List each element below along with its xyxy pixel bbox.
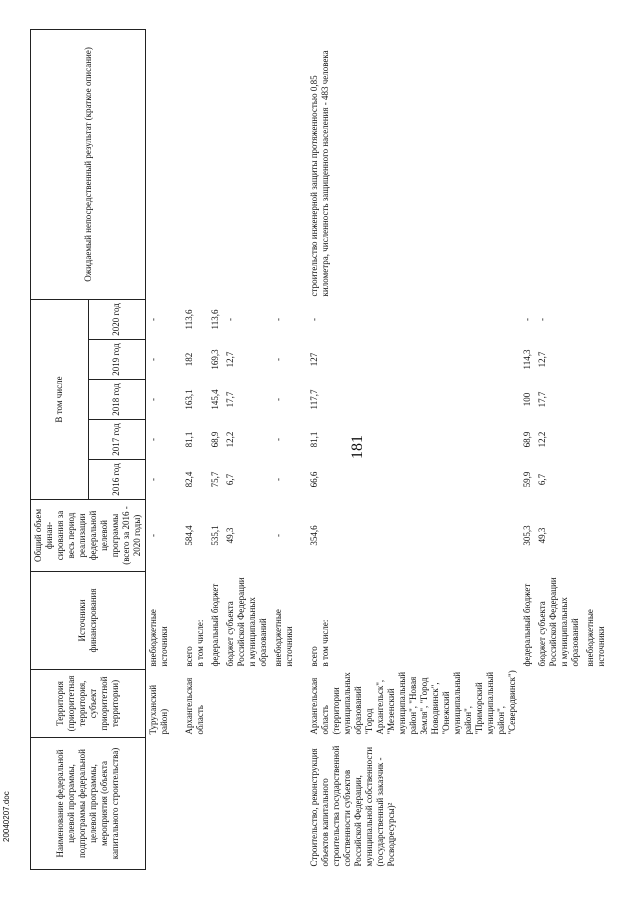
cell-2017 <box>583 420 609 460</box>
cell-source: федеральный бюджет <box>522 583 532 667</box>
row-spacer <box>297 29 307 869</box>
cell-2019: 182 <box>184 352 194 367</box>
cell-total <box>583 500 609 572</box>
cell-total: 354,6 <box>309 525 319 546</box>
cell-2019: 127 <box>309 352 319 367</box>
cell-2019: 12,7 <box>537 351 547 368</box>
cell-source: федеральный бюджет <box>210 583 220 667</box>
cell-2020: - <box>537 317 547 321</box>
cell-name <box>520 738 535 870</box>
cell-2018: - <box>273 398 283 401</box>
cell-name <box>146 738 173 870</box>
cell-2019 <box>583 340 609 380</box>
cell-name <box>208 738 223 870</box>
cell-territory: Туруханский район) <box>148 684 169 735</box>
cell-2016 <box>583 460 609 500</box>
cell-name <box>271 738 297 870</box>
cell-2020: 113,6 <box>210 309 220 330</box>
cell-territory <box>208 670 223 738</box>
header-territory: Территория (приоритетная территория, субъект приоритетной территории) <box>31 670 146 738</box>
cell-total: 535,1 <box>210 525 220 546</box>
cell-source: всего в том числе: <box>184 619 205 667</box>
cell-total: - <box>273 534 283 537</box>
cell-total: 49,3 <box>537 527 547 544</box>
cell-2018 <box>583 380 609 420</box>
cell-2017: 81,1 <box>184 431 194 448</box>
cell-2016: 75,7 <box>210 471 220 488</box>
cell-2018: 145,4 <box>210 389 220 410</box>
header-including: В том числе <box>31 299 89 499</box>
cell-territory <box>535 670 583 738</box>
cell-2016: - <box>148 478 158 481</box>
cell-2016: 82,4 <box>184 471 194 488</box>
document-id: 20040207.doc <box>2 791 11 842</box>
cell-2017: 12,2 <box>537 431 547 448</box>
cell-2020: - <box>273 317 283 321</box>
cell-2017: 68,9 <box>522 431 532 448</box>
header-total: Общий объем финан-сирования за весь период реализации федеральной целевой программы (всего за 2016 - 2020 годы) <box>31 500 146 572</box>
cell-result: строительство инженерной защиты протяженностью 0,85 километра, численность защищенного населения - 483 человека <box>309 50 330 297</box>
cell-source: всего в том числе: <box>309 619 330 667</box>
cell-2016: 59,9 <box>522 471 532 488</box>
header-year-2017: 2017 год <box>88 420 146 460</box>
cell-source: бюджет субъекта Российской Федерации и муниципальных образований <box>537 577 580 667</box>
cell-source: внебюджетные источники <box>273 609 294 667</box>
cell-total: 49,3 <box>225 527 235 544</box>
cell-2017: - <box>148 438 158 441</box>
spacer-cell <box>297 29 307 869</box>
cell-2018: 163,1 <box>184 389 194 410</box>
cell-2017: 12,2 <box>225 431 235 448</box>
cell-result <box>520 29 535 299</box>
cell-name <box>223 738 271 870</box>
cell-2016: 6,7 <box>537 473 547 486</box>
cell-2020: - <box>225 317 235 321</box>
header-year-2019: 2019 год <box>88 340 146 380</box>
table-body <box>146 29 610 869</box>
cell-2020: 113,6 <box>184 309 194 330</box>
cell-territory <box>223 670 271 738</box>
cell-2020: - <box>309 317 319 321</box>
cell-2017: - <box>273 438 283 441</box>
cell-result <box>208 29 223 299</box>
cell-2018: 117,7 <box>309 389 319 410</box>
cell-total: 584,4 <box>184 525 194 546</box>
cell-result <box>223 29 271 299</box>
cell-2019: 114,3 <box>522 349 532 370</box>
table-row <box>520 29 535 869</box>
table-row <box>307 29 520 869</box>
cell-territory <box>583 670 609 738</box>
spacer-cell <box>172 29 182 869</box>
cell-name <box>583 738 609 870</box>
row-spacer <box>172 29 182 869</box>
header-sources: Источники финансирования <box>31 572 146 670</box>
cell-result <box>271 29 297 299</box>
cell-territory <box>271 670 297 738</box>
header-year-2020: 2020 год <box>88 299 146 339</box>
cell-2019: - <box>148 358 158 361</box>
rotated-table-container <box>30 30 606 870</box>
cell-2020: - <box>522 317 532 321</box>
table-row <box>146 29 173 869</box>
cell-2020: - <box>148 317 158 321</box>
page-number: 181 <box>349 435 366 459</box>
cell-2018: 17,7 <box>537 391 547 408</box>
cell-2018: 17,7 <box>225 391 235 408</box>
cell-source: внебюджетные источники <box>585 609 606 667</box>
table-row <box>208 29 223 869</box>
table-row <box>535 29 583 869</box>
table-row <box>583 29 609 869</box>
cell-2018: - <box>148 398 158 401</box>
cell-2017: 68,9 <box>210 431 220 448</box>
cell-2016: 66,6 <box>309 471 319 488</box>
cell-name <box>535 738 583 870</box>
cell-result <box>535 29 583 299</box>
cell-source: бюджет субъекта Российской Федерации и муниципальных образований <box>225 577 268 667</box>
cell-2019: 12,7 <box>225 351 235 368</box>
cell-source: внебюджетные источники <box>148 609 169 667</box>
cell-2018: 100 <box>522 392 532 407</box>
header-year-2016: 2016 год <box>88 460 146 500</box>
cell-result <box>146 29 173 299</box>
cell-territory: Архангельская область (территории муниципальных образований "Город Архангельск", "Мезенский муниципальный район", "Новая Земля", "Город Новодвинск", "Онежский муниципальный район", "Приморский муниципальный район", "Северодвинск") <box>309 670 517 735</box>
cell-2019: 169,3 <box>210 349 220 370</box>
cell-2016: 6,7 <box>225 473 235 486</box>
table-row <box>223 29 271 869</box>
cell-name <box>182 738 208 870</box>
header-year-2018: 2018 год <box>88 380 146 420</box>
header-result: Ожидаемый непосредственный результат (краткое описание) <box>31 29 146 299</box>
cell-2016: - <box>273 478 283 481</box>
cell-territory: Архангельская область <box>184 677 205 735</box>
cell-territory <box>520 670 535 738</box>
cell-result <box>583 29 609 299</box>
financing-table <box>30 29 609 870</box>
cell-2017: 81,1 <box>309 431 319 448</box>
cell-total: - <box>148 534 158 537</box>
table-row <box>182 29 208 869</box>
cell-2019: - <box>273 358 283 361</box>
cell-name: Строительство, реконструкция объектов капитального строительства государственной собственности субъектов Российской Федерации, муниципальной собственности (государственный заказчик - Росводресурсы)² <box>309 745 396 867</box>
cell-result <box>182 29 208 299</box>
header-name: Наименование федеральной целевой программы, подпрограммы федеральной целевой программы, мероприятия (объекта капитального строительства) <box>31 738 146 870</box>
cell-2020 <box>583 299 609 339</box>
cell-total: 305,3 <box>522 525 532 546</box>
table-row <box>271 29 297 869</box>
